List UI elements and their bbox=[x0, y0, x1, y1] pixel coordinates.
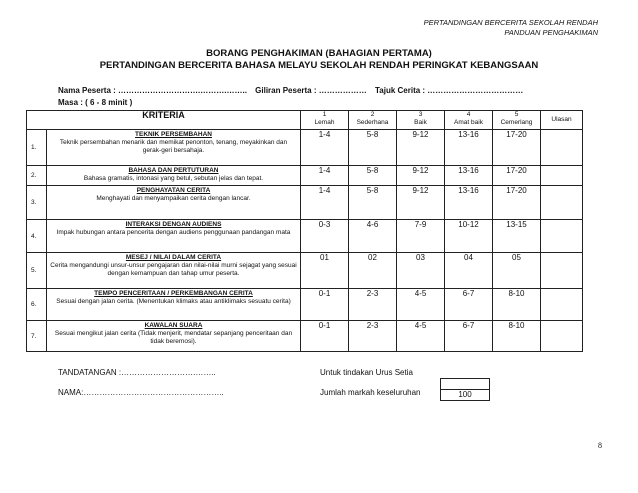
total-marks-label: Jumlah markah keseluruhan bbox=[320, 388, 421, 397]
score-range: 8-10 bbox=[493, 289, 541, 321]
score-range: 8-10 bbox=[493, 321, 541, 352]
score-range: 0-3 bbox=[301, 220, 349, 253]
score-range: 5-8 bbox=[349, 186, 397, 220]
scale-header-2: 2 Sederhana bbox=[349, 111, 397, 130]
table-row bbox=[27, 166, 583, 186]
criterion-title: BAHASA DAN PERTUTURAN bbox=[128, 167, 219, 174]
scale-header-5: 5 Cemerlang bbox=[493, 111, 541, 130]
ulasan-cell[interactable] bbox=[541, 130, 583, 166]
ulasan-cell[interactable] bbox=[541, 166, 583, 186]
scale-header-1: 1 Lemah bbox=[301, 111, 349, 130]
table-row bbox=[27, 253, 583, 289]
score-range: 6-7 bbox=[445, 321, 493, 352]
criterion-cell bbox=[47, 253, 301, 289]
criterion-title: TEKNIK PERSEMBAHAN bbox=[135, 131, 212, 138]
score-range: 9-12 bbox=[397, 130, 445, 166]
criterion-description: Impak hubungan antara pencerita dengan audiens penggunaan pandangan mata bbox=[56, 229, 291, 236]
criterion-cell bbox=[47, 186, 301, 220]
row-number: 4. bbox=[27, 220, 47, 253]
criterion-description: Sesuai mengikut jalan cerita (Tidak menjerit, mendatar sepanjang penceritaan dan tidak beremosi). bbox=[54, 330, 293, 345]
ulasan-header: Ulasan bbox=[541, 111, 583, 130]
criterion-cell bbox=[47, 220, 301, 253]
criterion-cell bbox=[47, 321, 301, 352]
score-range: 13-15 bbox=[493, 220, 541, 253]
ulasan-cell[interactable] bbox=[541, 321, 583, 352]
row-number: 7. bbox=[27, 321, 47, 352]
score-range: 17-20 bbox=[493, 166, 541, 186]
score-range: 03 bbox=[397, 253, 445, 289]
score-range: 13-16 bbox=[445, 166, 493, 186]
criterion-title: TEMPO PENCERITAAN / PERKEMBANGAN CERITA bbox=[94, 290, 253, 297]
score-range: 4-6 bbox=[349, 220, 397, 253]
participant-info-line bbox=[58, 86, 529, 95]
criterion-description: Menghayati dan menyampaikan cerita dengan lancar. bbox=[96, 195, 251, 202]
score-range: 13-16 bbox=[445, 186, 493, 220]
row-number: 6. bbox=[27, 289, 47, 321]
criterion-description: Bahasa gramatis, intonasi yang betul, sebutan jelas dan tepat. bbox=[83, 175, 264, 182]
header-line-2: PANDUAN PENGHAKIMAN bbox=[504, 28, 598, 37]
score-range: 4-5 bbox=[397, 321, 445, 352]
score-range: 04 bbox=[445, 253, 493, 289]
criterion-title: KAWALAN SUARA bbox=[144, 322, 203, 329]
criterion-title: MESEJ / NILAI DALAM CERITA bbox=[125, 254, 222, 261]
form-subtitle: PERTANDINGAN BERCERITA BAHASA MELAYU SEKOLAH RENDAH PERINGKAT KEBANGSAAN bbox=[99, 60, 539, 71]
total-marks-box: 100 bbox=[440, 389, 490, 401]
header-line-1: PERTANDINGAN BERCERITA SEKOLAH RENDAH bbox=[423, 18, 598, 27]
row-number: 2. bbox=[27, 166, 47, 186]
ulasan-cell[interactable] bbox=[541, 186, 583, 220]
table-row bbox=[27, 289, 583, 321]
judging-table bbox=[26, 110, 583, 352]
score-range: 17-20 bbox=[493, 186, 541, 220]
row-number: 1. bbox=[27, 130, 47, 166]
kriteria-header: KRITERIA bbox=[27, 111, 301, 130]
criterion-description: Teknik persembahan menarik dan memikat penonton, tenang, meyakinkan dan gerak-geri bersahaja. bbox=[59, 139, 288, 154]
score-range: 4-5 bbox=[397, 289, 445, 321]
score-range: 1-4 bbox=[301, 166, 349, 186]
table-row bbox=[27, 220, 583, 253]
form-title: BORANG PENGHAKIMAN (BAHAGIAN PERTAMA) bbox=[206, 48, 432, 59]
table-row bbox=[27, 321, 583, 352]
table-header-row bbox=[27, 111, 583, 130]
story-title-field: Tajuk Cerita : ……………………………… bbox=[374, 86, 524, 95]
criterion-title: INTERAKSI DENGAN AUDIENS bbox=[125, 221, 222, 228]
row-number: 3. bbox=[27, 186, 47, 220]
score-range: 6-7 bbox=[445, 289, 493, 321]
score-range: 05 bbox=[493, 253, 541, 289]
participant-name-field: Nama Peserta : ………………………….……….…….. bbox=[58, 86, 247, 95]
score-range: 13-16 bbox=[445, 130, 493, 166]
score-range: 9-12 bbox=[397, 166, 445, 186]
score-range: 02 bbox=[349, 253, 397, 289]
secretariat-note: Untuk tindakan Urus Setia bbox=[320, 368, 413, 377]
score-range: 1-4 bbox=[301, 130, 349, 166]
document-header bbox=[424, 18, 598, 38]
ulasan-cell[interactable] bbox=[541, 253, 583, 289]
score-range: 2-3 bbox=[349, 321, 397, 352]
table-row bbox=[27, 186, 583, 220]
score-range: 9-12 bbox=[397, 186, 445, 220]
signature-field: TANDATANGAN :……………………….…….. bbox=[58, 368, 216, 377]
criterion-description: Sesuai dengan jalan cerita. (Menentukan klimaks atau antiklimaks sesuatu cerita) bbox=[56, 298, 291, 305]
time-limit: Masa : ( 6 - 8 minit ) bbox=[58, 98, 133, 107]
score-range: 0-1 bbox=[301, 321, 349, 352]
score-range: 5-8 bbox=[349, 130, 397, 166]
score-range: 2-3 bbox=[349, 289, 397, 321]
score-range: 5-8 bbox=[349, 166, 397, 186]
marks-entry-box[interactable] bbox=[440, 378, 490, 389]
scale-header-4: 4 Amat baik bbox=[445, 111, 493, 130]
score-range: 17-20 bbox=[493, 130, 541, 166]
score-range: 01 bbox=[301, 253, 349, 289]
table-row bbox=[27, 130, 583, 166]
score-range: 10-12 bbox=[445, 220, 493, 253]
row-number: 5. bbox=[27, 253, 47, 289]
participant-turn-field: Giliran Peserta : ……………… bbox=[255, 86, 367, 95]
criterion-cell bbox=[47, 289, 301, 321]
score-range: 1-4 bbox=[301, 186, 349, 220]
page-number: 8 bbox=[598, 441, 602, 450]
score-range: 0-1 bbox=[301, 289, 349, 321]
criterion-cell bbox=[47, 130, 301, 166]
name-field: NAMA:…………………………………………….. bbox=[58, 388, 224, 397]
criterion-description: Cerita mengandungi unsur-unsur pengajaran dan nilai-nilai murni sejagat yang sesuai dengan kemampuan dan tahap umur peserta. bbox=[50, 262, 297, 277]
ulasan-cell[interactable] bbox=[541, 289, 583, 321]
scale-header-3: 3 Baik bbox=[397, 111, 445, 130]
criterion-cell bbox=[47, 166, 301, 186]
ulasan-cell[interactable] bbox=[541, 220, 583, 253]
criterion-title: PENGHAYATAN CERITA bbox=[136, 187, 211, 194]
score-range: 7-9 bbox=[397, 220, 445, 253]
